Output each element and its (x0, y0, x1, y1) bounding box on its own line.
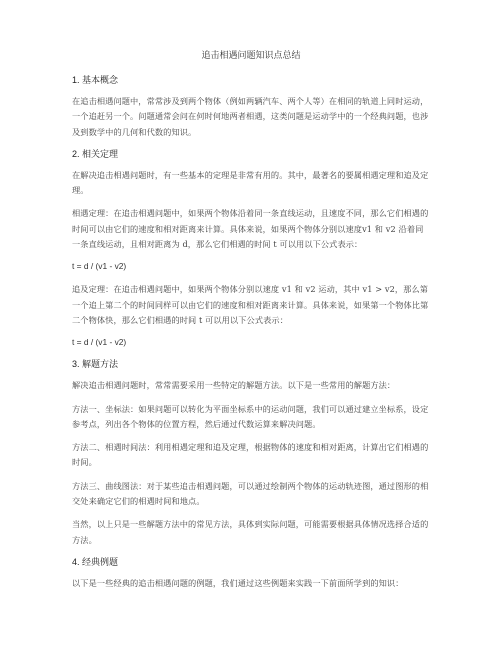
formula-pursuit-time: t = d / (v1 - v2) (72, 337, 127, 348)
formula-meeting-time: t = d / (v1 - v2) (72, 261, 127, 272)
document-title: 追击相遇问题知识点总结 (201, 51, 301, 61)
paragraph: 当然，以上只是一些解题方法中的常见方法，具体到实际问题，可能需要根据具体情况选择合适的方法。 (72, 519, 429, 545)
paragraph: 在追击相遇问题中，常常涉及到两个物体（例如两辆汽车、两个人等）在相同的轨道上同时运动，一个追赶另一个。问题通常会问在何时何地两者相遇，这类问题是运动学中的一个经典问题，也涉及到数学中的几何和代数的知识。 (72, 96, 429, 137)
paragraph: 以下是一些经典的追击相遇问题的例题，我们通过这些例题来实践一下前面所学到的知识： (72, 577, 404, 588)
paragraph-method-coordinate: 方法一、坐标法：如果问题可以转化为平面坐标系中的运动问题，我们可以通过建立坐标系，设定参考点，列出各个物体的位置方程，然后通过代数运算来解决问题。 (72, 403, 429, 429)
paragraph: 解决追击相遇问题时，常常需要采用一些特定的解题方法。以下是一些常用的解题方法： (72, 380, 396, 391)
paragraph-method-meeting-time: 方法二、相遇时间法：利用相遇定理和追及定理，根据物体的速度和相对距离，计算出它们相遇的时间。 (72, 442, 429, 468)
section-heading-examples: 4. 经典例题 (72, 556, 119, 567)
section-heading-methods: 3. 解题方法 (72, 359, 119, 370)
paragraph-pursuit-theorem: 追及定理：在追击相遇问题中，如果两个物体分别以速度 v1 和 v2 运动，其中 v1 > v2，那么第一个追上第二个的时间同样可以由它们的速度和相对距离来计算。具体来说，如果第一个物体比第二个物体快，那么它们相遇的时间 t 可以用以下公式表示： (72, 284, 429, 325)
paragraph-meeting-theorem: 相遇定理：在追击相遇问题中，如果两个物体沿着同一条直线运动，且速度不同，那么它们相遇的时间可以由它们的速度和相对距离来计算。具体来说，如果两个物体分别以速度v1 和 v2 沿着同一条直线运动，且相对距离为 d，那么它们相遇的时间 t 可以用以下公式表示： (72, 208, 429, 250)
paragraph-method-graph: 方法三、曲线图法：对于某些追击相遇问题，可以通过绘制两个物体的运动轨迹图，通过图形的相交处来确定它们的相遇时间和地点。 (72, 480, 429, 507)
section-heading-theorems: 2. 相关定理 (72, 148, 119, 159)
paragraph: 在解决追击相遇问题时，有一些基本的定理是非常有用的。其中，最著名的要属相遇定理和追及定理。 (72, 169, 429, 196)
section-heading-basic-concepts: 1. 基本概念 (72, 75, 119, 85)
